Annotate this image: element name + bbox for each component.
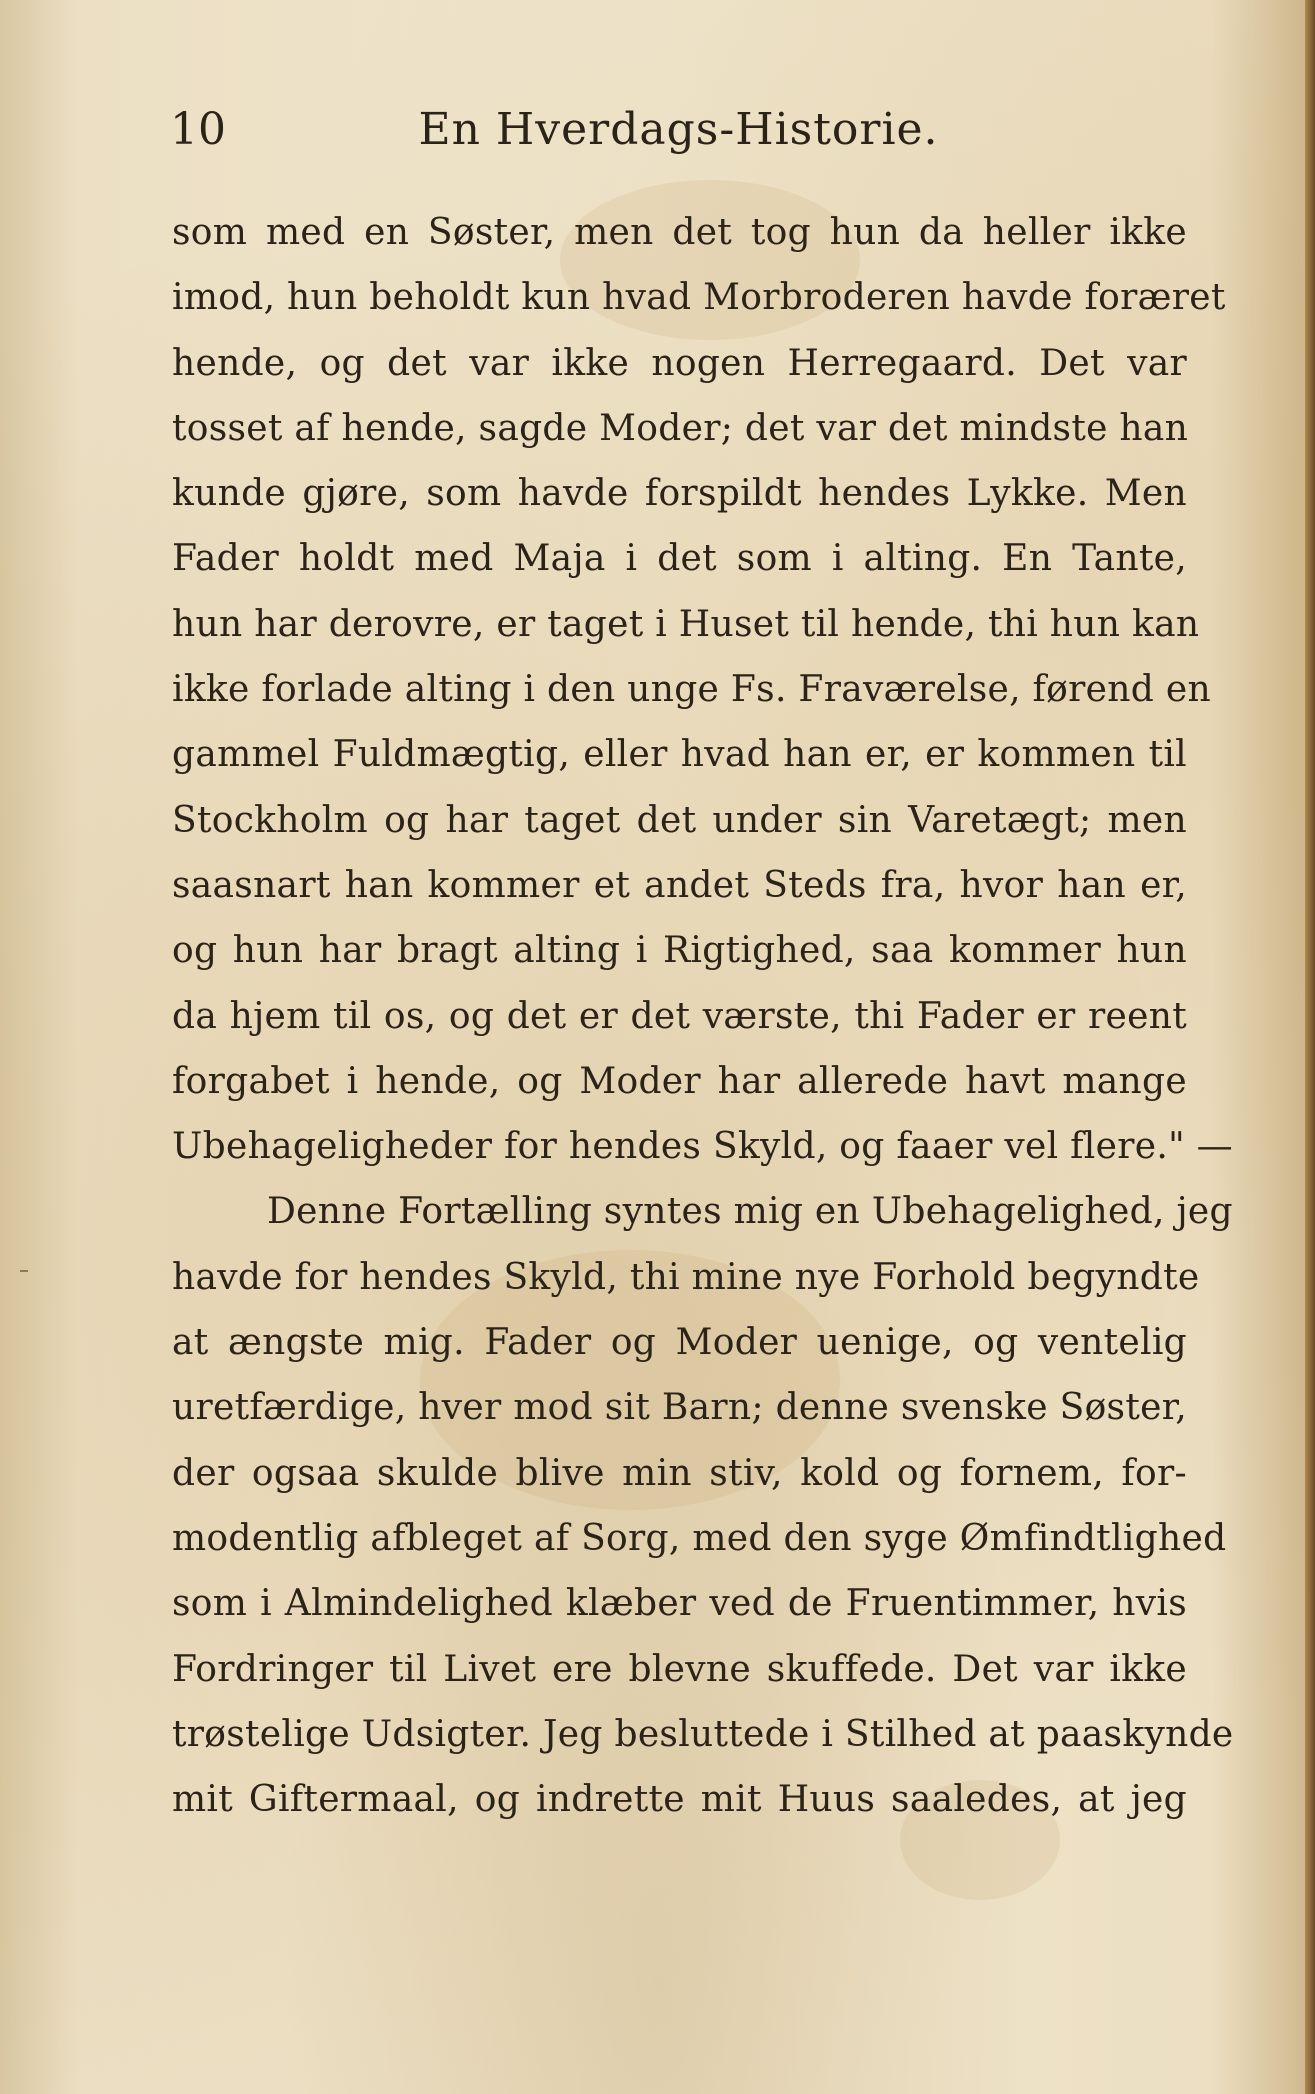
text-line: hende, og det var ikke nogen Herregaard. Det var bbox=[172, 342, 1187, 384]
body-text bbox=[172, 200, 1234, 1832]
text-line: kunde gjøre, som havde forspildt hendes Lykke. Men bbox=[172, 473, 1187, 515]
text-line: uretfærdige, hver mod sit Barn; denne svenske Søster, bbox=[172, 1387, 1187, 1429]
page-number: 10 bbox=[170, 104, 226, 155]
text-line: som i Almindelighed klæber ved de Fruentimmer, hvis bbox=[172, 1583, 1187, 1625]
margin-mark bbox=[20, 1270, 28, 1272]
text-line: da hjem til os, og det er det værste, thi Fader er reent bbox=[172, 995, 1187, 1037]
text-line: tosset af hende, sagde Moder; det var det mindste han bbox=[172, 407, 1189, 449]
text-line: mit Giftermaal, og indrette mit Huus saaledes, at jeg bbox=[172, 1779, 1187, 1821]
text-line: der ogsaa skulde blive min stiv, kold og fornem, for- bbox=[172, 1452, 1187, 1494]
text-line: Fader holdt med Maja i det som i alting. En Tante, bbox=[172, 538, 1187, 580]
text-line: Fordringer til Livet ere blevne skuffede. Det var ikke bbox=[172, 1648, 1187, 1690]
page-header bbox=[170, 100, 1187, 160]
text-line: at ængste mig. Fader og Moder uenige, og ventelig bbox=[172, 1322, 1187, 1364]
page-edge bbox=[1305, 0, 1315, 2094]
text-line: havde for hendes Skyld, thi mine nye Forhold begyndte bbox=[172, 1256, 1200, 1298]
text-line: forgabet i hende, og Moder har allerede havt mange bbox=[172, 1060, 1187, 1102]
text-line: som med en Søster, men det tog hun da heller ikke bbox=[172, 212, 1187, 253]
text-line: Stockholm og har taget det under sin Varetægt; men bbox=[172, 799, 1187, 841]
text-line: Ubehageligheder for hendes Skyld, og faaer vel flere." — bbox=[172, 1126, 1233, 1168]
text-line: trøstelige Udsigter. Jeg besluttede i Stilhed at paaskynde bbox=[172, 1713, 1234, 1755]
text-line: imod, hun beholdt kun hvad Morbroderen havde foræret bbox=[172, 277, 1226, 319]
text-line: Denne Fortælling syntes mig en Ubehagelighed, jeg bbox=[267, 1191, 1233, 1233]
text-line: og hun har bragt alting i Rigtighed, saa kommer hun bbox=[172, 930, 1187, 972]
text-line: modentlig afbleget af Sorg, med den syge Ømfindtlighed bbox=[172, 1517, 1227, 1559]
running-title: En Hverdags-Historie. bbox=[418, 104, 939, 155]
text-line: hun har derovre, er taget i Huset til hende, thi hun kan bbox=[172, 603, 1200, 645]
text-line: ikke forlade alting i den unge Fs. Fraværelse, førend en bbox=[172, 669, 1211, 711]
text-line: saasnart han kommer et andet Steds fra, hvor han er, bbox=[172, 864, 1187, 906]
text-line: gammel Fuldmægtig, eller hvad han er, er kommen til bbox=[172, 734, 1187, 776]
